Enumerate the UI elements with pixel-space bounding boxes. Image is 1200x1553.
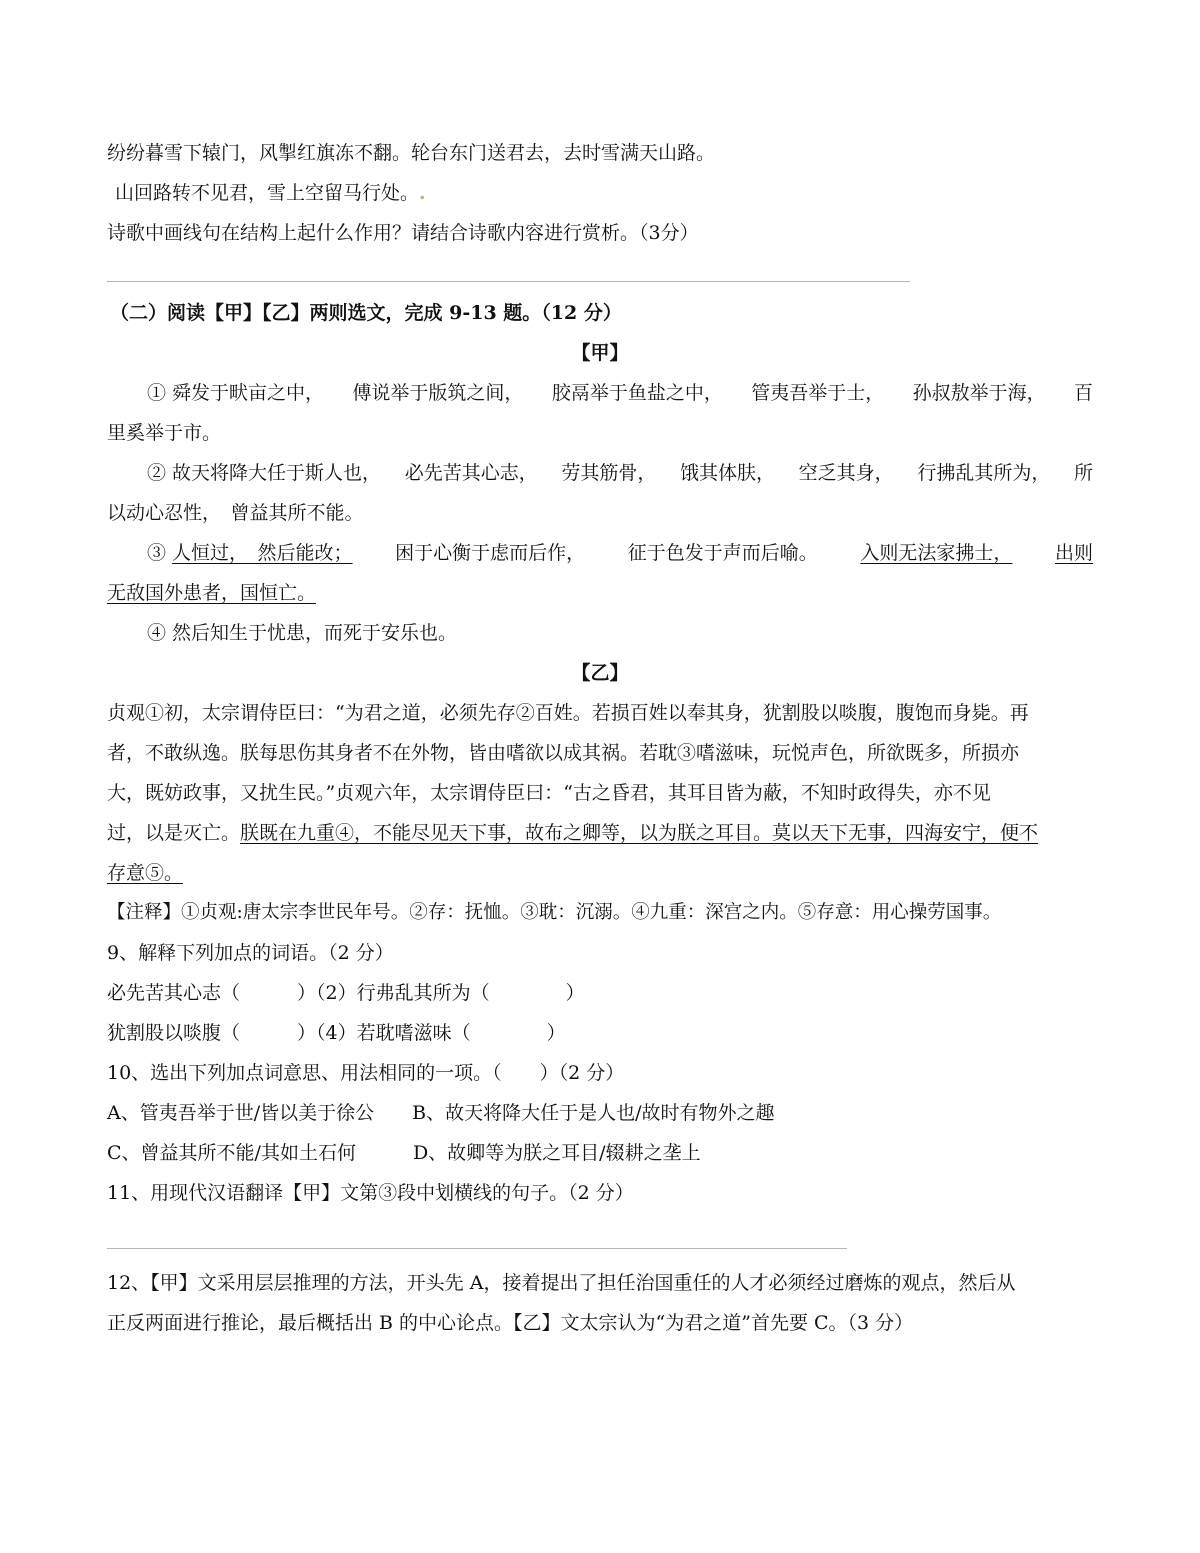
section-heading: （二）阅读【甲】【乙】两则选文，完成 9-13 题。（12 分） — [110, 302, 622, 324]
yi-title: 【乙】 — [571, 662, 629, 684]
annotation-note: 【注释】①贞观:唐太宗李世民年号。②存：抚恤。③耽：沉溺。④九重：深宫之内。⑤存意：用心操劳国事。 — [107, 902, 1002, 923]
question-9-items-b: 犹割股以啖腹（ ）（4）若耽嗜滋味（ ） — [107, 1022, 566, 1044]
p2-phrase: 行拂乱其所为， — [917, 462, 1051, 484]
yi-line-5 — [107, 860, 183, 886]
yi-line-1: 贞观①初，太宗谓侍臣曰：“为君之道，必须先存②百姓。若损百姓以奉其身，犹割股以啖腹，腹饱而身毙。再 — [107, 702, 1029, 724]
p3-phrase: 征于色发于声而后喻。 — [627, 542, 818, 564]
p1-phrase: 孙叔敖举于海， — [912, 382, 1046, 404]
question-9-items-a: 必先苦其心志（ ）（2）行弗乱其所为（ ） — [107, 982, 585, 1004]
p3-number: ③ — [147, 542, 173, 564]
p3-underlined-2a: 入则无法家拂士， — [860, 542, 1013, 564]
p3-underlined-1: 人恒过， 然后能改； — [172, 542, 353, 564]
question-9: 9、解释下列加点的词语。（2 分） — [107, 942, 394, 964]
question-10: 10、选出下列加点词意思、用法相同的一项。（ ）（2 分） — [107, 1062, 625, 1084]
poem-line-1: 纷纷暮雪下辕门，风掣红旗冻不翻。轮台东门送君去，去时雪满天山路。 — [107, 142, 716, 164]
p2-phrase: 劳其筋骨， — [561, 462, 657, 484]
jia-paragraph-4: ④ 然后知生于忧患，而死于安乐也。 — [147, 622, 458, 644]
answer-line — [107, 1248, 847, 1249]
p2-phrase: 空乏其身， — [798, 462, 894, 484]
jia-paragraph-3 — [147, 540, 1093, 566]
highlight-mark: . — [419, 182, 426, 204]
question-12-line-2: 正反两面进行推论，最后概括出 B 的中心论点。【乙】文太宗认为“为君之道”首先要 C。（3 分） — [107, 1312, 914, 1334]
jia-paragraph-1-cont: 里奚举于市。 — [107, 422, 222, 444]
yi-line-4-plain: 过，以是灭亡。 — [107, 822, 241, 844]
p1-phrase: ① 舜发于畎亩之中， — [147, 382, 325, 404]
answer-line — [107, 281, 910, 282]
poem-line-2-text: 山回路转不见君，雪上空留马行处。 — [115, 182, 420, 204]
p3-underlined-2b: 出则 — [1054, 542, 1093, 564]
jia-paragraph-1 — [147, 380, 1093, 406]
jia-title: 【甲】 — [571, 342, 629, 364]
jia-paragraph-2-cont: 以动心忍性， 曾益其所不能。 — [107, 502, 364, 524]
yi-line-5-underlined: 存意⑤。 — [107, 862, 184, 884]
poem-question: 诗歌中画线句在结构上起什么作用？请结合诗歌内容进行赏析。（3分） — [107, 222, 699, 244]
question-10-options-ab: A、管夷吾举于世/皆以美于徐公 B、故天将降大任于是人也/故时有物外之趣 — [107, 1102, 775, 1124]
yi-line-3: 大，既妨政事，又扰生民。”贞观六年，太宗谓侍臣曰：“古之昏君，其耳目皆为蔽，不知时政得失，亦不见 — [107, 782, 991, 804]
jia-paragraph-2 — [147, 460, 1093, 486]
p2-phrase: 饿其体肤， — [680, 462, 776, 484]
p2-phrase: ② 故天将降大任于斯人也， — [147, 462, 382, 484]
p3-start — [147, 540, 353, 566]
p1-phrase: 胶鬲举于鱼盐之中， — [551, 382, 723, 404]
question-10-options-cd: C、曾益其所不能/其如土石何 D、故卿等为朕之耳目/辍耕之垄上 — [107, 1142, 701, 1164]
p1-phrase: 傅说举于版筑之间， — [352, 382, 524, 404]
poem-line-2 — [115, 180, 426, 206]
p2-phrase: 必先苦其心志， — [404, 462, 538, 484]
jia-paragraph-3-cont — [107, 580, 316, 606]
p1-phrase: 管夷吾举于士， — [751, 382, 885, 404]
yi-line-4 — [107, 820, 1038, 846]
question-12-line-1: 12、【甲】文采用层层推理的方法，开头先 A，接着提出了担任治国重任的人才必须经过磨炼的观点，然后从 — [107, 1272, 1016, 1294]
p2-phrase: 所 — [1073, 462, 1093, 484]
p1-phrase: 百 — [1073, 382, 1093, 404]
yi-line-2: 者，不敢纵逸。朕每思伤其身者不在外物，皆由嗜欲以成其祸。若耽③嗜滋味，玩悦声色，所欲既多，所损亦 — [107, 742, 1020, 764]
p3-underlined-cont: 无敌国外患者，国恒亡。 — [107, 582, 317, 604]
p3-phrase: 困于心衡于虑而后作， — [395, 542, 586, 564]
question-11: 11、用现代汉语翻译【甲】文第③段中划横线的句子。（2 分） — [107, 1182, 634, 1204]
yi-line-4-underlined: 朕既在九重④，不能尽见天下事，故布之卿等，以为朕之耳目。莫以天下无事，四海安宁，便不 — [240, 822, 1039, 844]
